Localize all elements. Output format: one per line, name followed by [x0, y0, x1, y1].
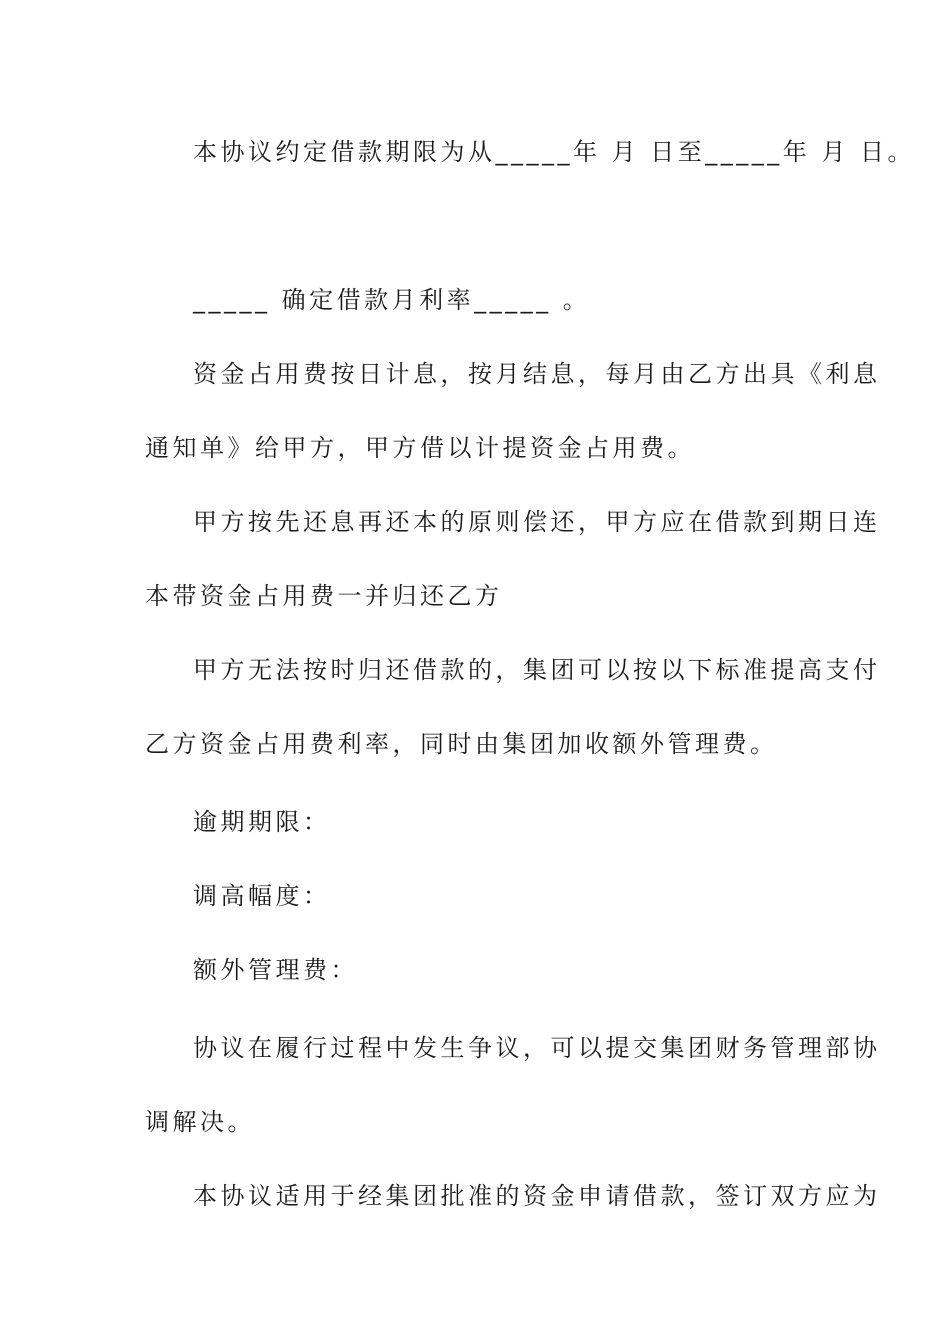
overdue-clause-line-2: 乙方资金占用费利率，同时由集团加收额外管理费。 [145, 730, 778, 758]
overdue-period-label: 逾期期限： [193, 808, 331, 836]
overdue-clause-line-1: 甲方无法按时归还借款的，集团可以按以下标准提高支付 [193, 656, 881, 684]
scope-clause-line-1: 本协议适用于经集团批准的资金申请借款，签订双方应为 [193, 1182, 881, 1210]
fee-clause-line-2: 通知单》给甲方，甲方借以计提资金占用费。 [145, 434, 695, 462]
extra-fee-label: 额外管理费： [193, 956, 358, 984]
dispute-clause-line-1: 协议在履行过程中发生争议，可以提交集团财务管理部协 [193, 1034, 881, 1062]
repayment-clause-line-2: 本带资金占用费一并归还乙方 [145, 582, 503, 610]
loan-term-clause: 本协议约定借款期限为从_____年 月 日至_____年 月 日。 [193, 138, 916, 166]
fee-clause-line-1: 资金占用费按日计息，按月结息，每月由乙方出具《利息 [193, 360, 881, 388]
repayment-clause-line-1: 甲方按先还息再还本的原则偿还，甲方应在借款到期日连 [193, 508, 881, 536]
dispute-clause-line-2: 调解决。 [145, 1108, 255, 1136]
rate-increase-label: 调高幅度： [193, 882, 331, 910]
interest-rate-clause: _____ 确定借款月利率_____ 。 [193, 286, 591, 314]
